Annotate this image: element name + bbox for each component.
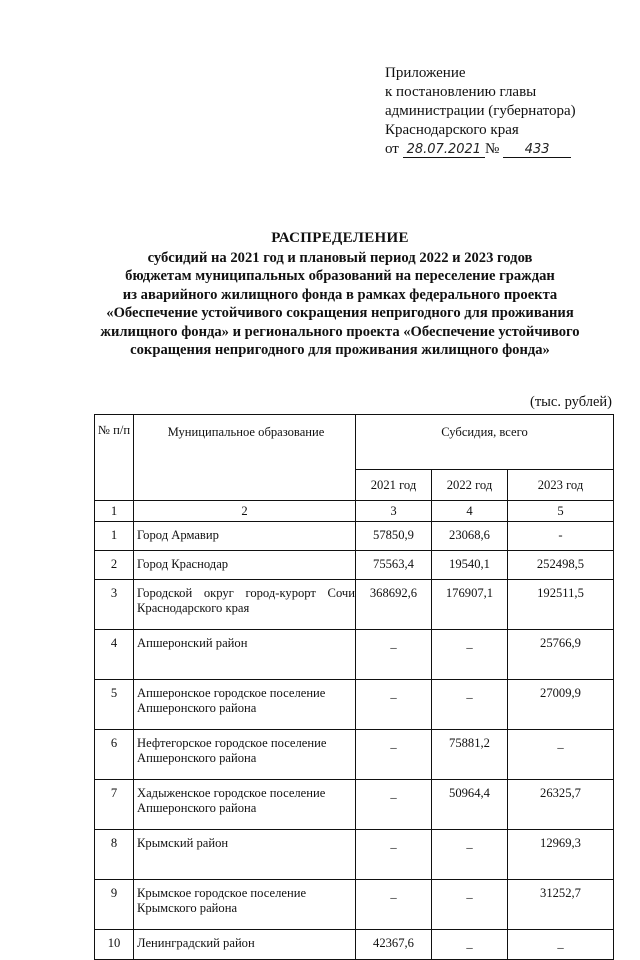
table-row [95, 780, 614, 830]
table-row [95, 630, 614, 680]
header-subsidy: Субсидия, всего [356, 415, 614, 470]
approval-number: 433 [503, 142, 571, 158]
row-municipality: Хадыженское городское поселение Апшеронского района [134, 780, 356, 830]
row-no: 8 [95, 830, 134, 880]
title-line: жилищного фонда» и регионального проекта «Обеспечение устойчивого [100, 323, 580, 340]
col-index: 1 [95, 501, 134, 522]
row-2022: 19540,1 [432, 551, 508, 580]
row-2022: _ [432, 830, 508, 880]
row-2023: _ [508, 730, 614, 780]
title-line: «Обеспечение устойчивого сокращения непригодного для проживания [106, 305, 574, 321]
header-municipality: Муниципальное образование [134, 415, 356, 501]
approval-line-resolution: к постановлению главы [385, 84, 537, 100]
header-2023: 2023 год [508, 470, 614, 501]
table-row [95, 522, 614, 551]
row-2021: 42367,6 [356, 930, 432, 960]
row-2023: 12969,3 [508, 830, 614, 880]
approval-line-appendix: Приложение [385, 65, 466, 81]
table-row [95, 680, 614, 730]
row-2021: _ [356, 830, 432, 880]
header-2021: 2021 год [356, 470, 432, 501]
row-municipality: Крымский район [134, 830, 356, 880]
column-index-row [95, 501, 614, 522]
row-municipality: Городской округ город-курорт Сочи Краснодарского края [134, 580, 356, 630]
col-index: 5 [508, 501, 614, 522]
row-2023: 26325,7 [508, 780, 614, 830]
row-municipality: Город Краснодар [134, 551, 356, 580]
row-no: 10 [95, 930, 134, 960]
row-no: 1 [95, 522, 134, 551]
row-2021: _ [356, 880, 432, 930]
row-2021: 57850,9 [356, 522, 432, 551]
row-2022: _ [432, 680, 508, 730]
table-row [95, 830, 614, 880]
title-line: субсидий на 2021 год и плановый период 2022 и 2023 годов [147, 249, 533, 266]
col-index: 2 [134, 501, 356, 522]
row-2021: _ [356, 680, 432, 730]
row-2023: - [508, 522, 614, 551]
row-2021: 368692,6 [356, 580, 432, 630]
row-2023: 25766,9 [508, 630, 614, 680]
row-2022: 50964,4 [432, 780, 508, 830]
approval-date: 28.07.2021 [403, 142, 485, 158]
subsidy-table [94, 414, 614, 960]
row-no: 2 [95, 551, 134, 580]
row-municipality: Апшеронский район [134, 630, 356, 680]
table-row [95, 930, 614, 960]
row-no: 5 [95, 680, 134, 730]
row-2023: 192511,5 [508, 580, 614, 630]
table-row [95, 730, 614, 780]
document-title [90, 229, 590, 360]
row-2021: _ [356, 780, 432, 830]
row-no: 4 [95, 630, 134, 680]
approval-stamp [385, 64, 576, 159]
col-index: 4 [432, 501, 508, 522]
row-no: 9 [95, 880, 134, 930]
row-municipality: Город Армавир [134, 522, 356, 551]
row-municipality: Ленинградский район [134, 930, 356, 960]
row-2022: 176907,1 [432, 580, 508, 630]
units-label: (тыс. рублей) [530, 394, 612, 410]
approval-date-line [385, 140, 576, 159]
row-municipality: Апшеронское городское поселение Апшеронского района [134, 680, 356, 730]
title-main: РАСПРЕДЕЛЕНИЕ [271, 230, 409, 246]
table-row [95, 580, 614, 630]
header-2022: 2022 год [432, 470, 508, 501]
row-2022: 23068,6 [432, 522, 508, 551]
from-label: от [385, 141, 399, 157]
approval-line-region: Краснодарского края [385, 122, 519, 138]
row-no: 7 [95, 780, 134, 830]
title-line: бюджетам муниципальных образований на переселение граждан [125, 268, 555, 284]
row-2023: 252498,5 [508, 551, 614, 580]
row-2022: 75881,2 [432, 730, 508, 780]
header-row [95, 415, 614, 470]
title-line: сокращения непригодного для проживания жилищного фонда» [130, 342, 550, 358]
header-no: № п/п [95, 415, 134, 501]
row-no: 6 [95, 730, 134, 780]
row-municipality: Крымское городское поселение Крымского района [134, 880, 356, 930]
row-2023: 27009,9 [508, 680, 614, 730]
row-2021: _ [356, 630, 432, 680]
number-label: № [485, 141, 500, 157]
row-2021: _ [356, 730, 432, 780]
row-2022: _ [432, 930, 508, 960]
row-2023: _ [508, 930, 614, 960]
table-row [95, 551, 614, 580]
row-2022: _ [432, 880, 508, 930]
col-index: 3 [356, 501, 432, 522]
row-municipality: Нефтегорское городское поселение Апшеронского района [134, 730, 356, 780]
row-2023: 31252,7 [508, 880, 614, 930]
approval-line-administration: администрации (губернатора) [385, 103, 576, 119]
row-2022: _ [432, 630, 508, 680]
row-2021: 75563,4 [356, 551, 432, 580]
row-no: 3 [95, 580, 134, 630]
title-line: из аварийного жилищного фонда в рамках федерального проекта [122, 286, 558, 303]
